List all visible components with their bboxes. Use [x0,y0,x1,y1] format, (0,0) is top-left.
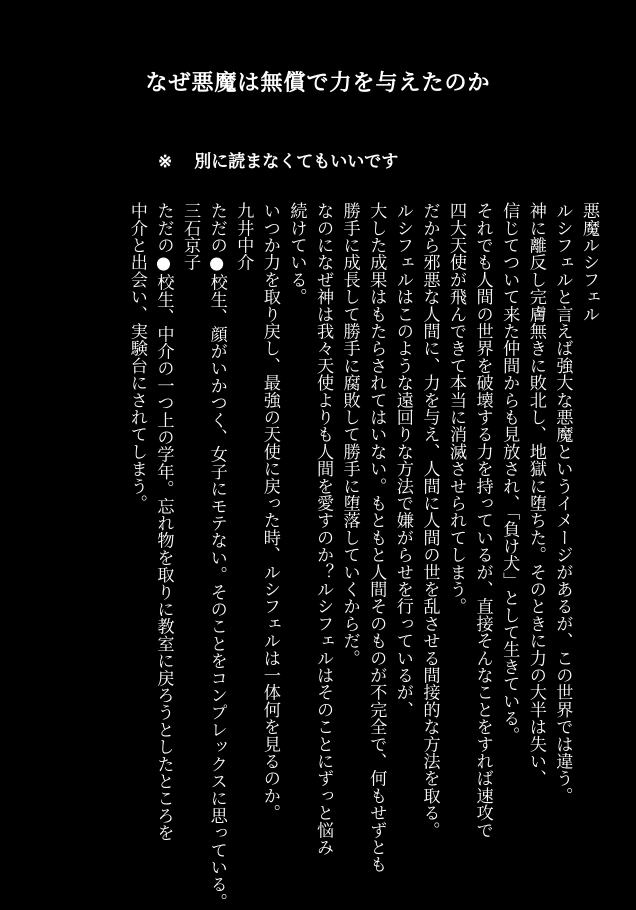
page-title: なぜ悪魔は無償で力を与えたのか [145,70,491,96]
text-line: それでも人間の世界を破壊する力を持っているが、直接そんなことをすれば速攻で [472,202,493,839]
text-line: 悪魔ルシフェル [579,202,599,323]
text-line: 続けている。 [286,202,307,306]
text-line: 中介と出会い、実験台にされてしまう。 [126,202,147,512]
text-line: 勝手に成長して勝手に腐敗して勝手に堕落していくからだ。 [339,202,360,667]
text-line: ただの●校生、顔がいかつく、女子にモテない。そのことをコンプレックスに思っている。 [206,202,227,910]
text-line: だから邪悪な人間に、力を与え、人間に人間の世を乱させる間接的な方法を取る。 [419,202,440,839]
note-text: 別に読まなくてもいいです [194,152,399,172]
text-line: ルシフェルと言えば強大な悪魔というイメージがあるが、この世界では違う。 [552,202,573,804]
text-line: なのになぜ神は我々天使よりも人間を愛すのか？ルシフェルはそのことにずっと悩み [313,202,334,856]
text-line: 信じてついて来た仲間からも見放され、「負け犬」として生きている。 [499,202,520,744]
text-line: ただの●校生、中介の一つ上の学年。忘れ物を取りに教室に戻ろうとしたところを [153,202,174,842]
text-line: 大した成果はもたらされてはいない。もともと人間そのものが不完全で、何もせずとも [366,202,387,873]
note-mark: ※ [158,152,173,172]
note [158,147,398,172]
text-line: いつか力を取り戻し、最強の天使に戻った時、ルシフェルは一体何を見るのか。 [259,202,280,822]
text-line: ルシフェルはこのような遠回りな方法で嫌がらせを行っているが、 [392,202,413,718]
text-line: 四大天使が飛んできて本当に消滅させられてしまう。 [446,202,467,615]
text-line: 三石京子 [180,202,201,271]
text-line: 神に離反し完膚無きに敗北し、地獄に堕ちた。そのときに力の大半は失い、 [525,202,546,787]
text-line: 九井中介 [233,202,254,271]
body-text [123,202,602,910]
